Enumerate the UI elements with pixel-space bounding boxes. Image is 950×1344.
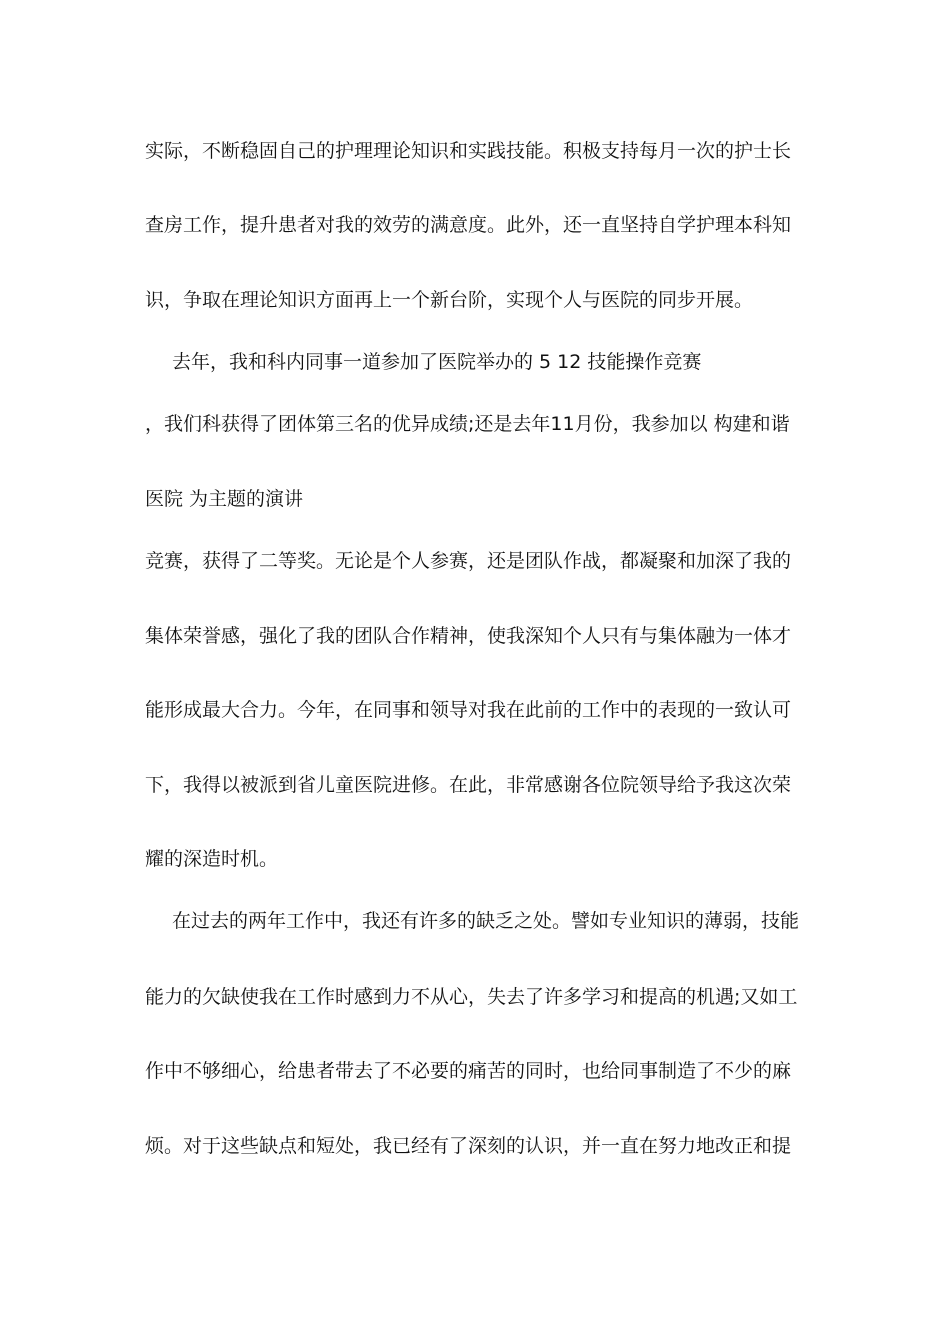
- text-line: 下，我得以被派到省儿童医院进修。在此，非常感谢各位院领导给予我这次荣: [145, 774, 792, 796]
- text-line: 耀的深造时机。: [145, 848, 279, 870]
- text-line: 识，争取在理论知识方面再上一个新台阶，实现个人与医院的同步开展。: [145, 289, 754, 311]
- text-line: 竞赛，获得了二等奖。无论是个人参赛，还是团队作战，都凝聚和加深了我的: [145, 550, 792, 572]
- text-line: 实际，不断稳固自己的护理理论知识和实践技能。积极支持每月一次的护士长: [145, 140, 792, 162]
- text-line: 能力的欠缺使我在工作时感到力不从心，失去了许多学习和提高的机遇;又如工: [145, 986, 798, 1008]
- paragraph-start-line: 在过去的两年工作中，我还有许多的缺乏之处。譬如专业知识的薄弱，技能: [172, 910, 800, 932]
- text-line: ，我们科获得了团体第三名的优异成绩;还是去年11月份，我参加以 构建和谐: [145, 413, 790, 435]
- text-line: 查房工作，提升患者对我的效劳的满意度。此外，还一直坚持自学护理本科知: [145, 214, 792, 236]
- text-line: 作中不够细心，给患者带去了不必要的痛苦的同时，也给同事制造了不少的麻: [145, 1060, 792, 1082]
- text-line: 集体荣誉感，强化了我的团队合作精神，使我深知个人只有与集体融为一体才: [145, 625, 792, 647]
- text-line: 能形成最大合力。今年，在同事和领导对我在此前的工作中的表现的一致认可: [145, 699, 792, 721]
- text-line: 烦。对于这些缺点和短处，我已经有了深刻的认识，并一直在努力地改正和提: [145, 1135, 792, 1157]
- paragraph-start-line: 去年，我和科内同事一道参加了医院举办的 5 12 技能操作竞赛: [172, 351, 702, 373]
- text-line: 医院 为主题的演讲: [145, 488, 304, 510]
